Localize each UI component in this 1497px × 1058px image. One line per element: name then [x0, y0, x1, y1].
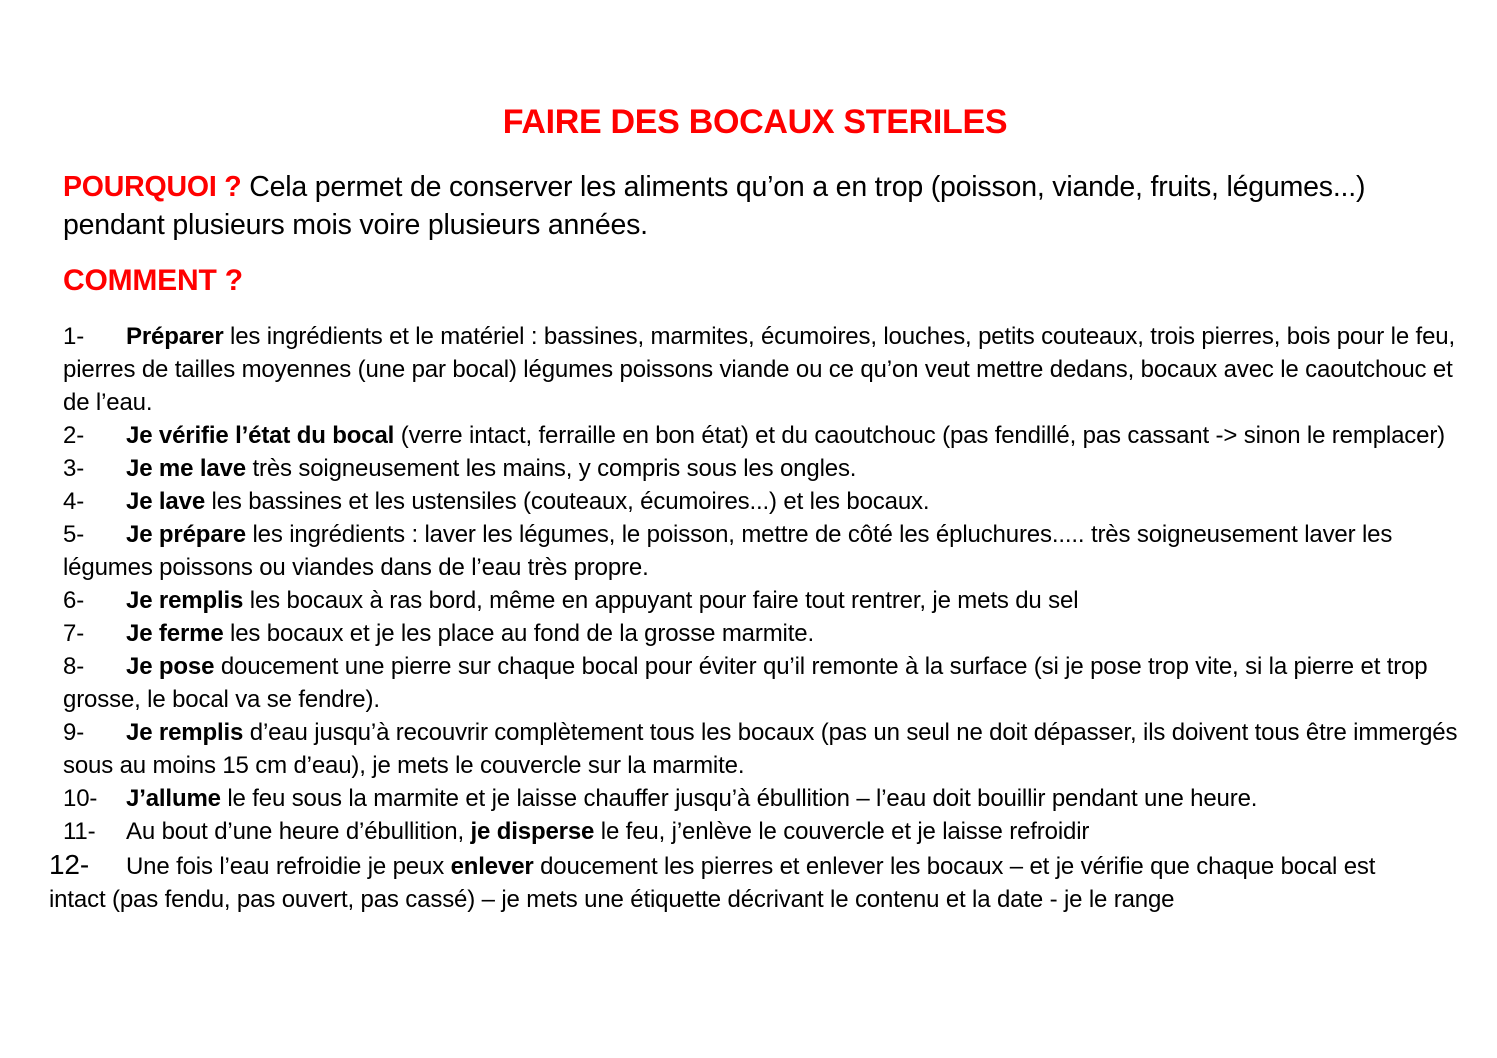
step-action: Je prépare — [126, 521, 246, 548]
step-action: Je pose — [126, 653, 215, 680]
step-action: Je remplis — [126, 587, 244, 614]
step-item — [63, 485, 1463, 518]
step-text: doucement les pierres et enlever les bocaux – et je vérifie que chaque bocal est intact (pas fendu, pas ouvert, pas cassé) – je mets une étiquette décrivant le contenu et la date - je le range — [49, 853, 1376, 913]
step-text: les bassines et les ustensiles (couteaux, écumoires...) et les bocaux. — [205, 488, 930, 515]
step-item — [63, 782, 1463, 815]
step-number: 7- — [63, 620, 85, 647]
step-text: (verre intact, ferraille en bon état) et du caoutchouc (pas fendillé, pas cassant -> sinon le remplacer) — [394, 422, 1446, 449]
step-item — [63, 419, 1463, 452]
step-action: Je ferme — [126, 620, 224, 647]
step-action: je disperse — [470, 818, 595, 845]
step-item — [63, 518, 1463, 584]
step-text: les bocaux et je les place au fond de la grosse marmite. — [223, 620, 814, 647]
step-action: enlever — [450, 853, 534, 880]
intro-text: Cela permet de conserver les aliments qu’on a en trop (poisson, viande, fruits, légumes...) pendant plusieurs mois voire plusieurs années. — [63, 171, 1366, 241]
step-number: 3- — [63, 455, 85, 482]
step-action: Je me lave — [126, 455, 246, 482]
step-action: J’allume — [126, 785, 221, 812]
step-item — [63, 815, 1463, 848]
step-number: 1- — [63, 323, 85, 350]
step-action: Je vérifie l’état du bocal — [126, 422, 395, 449]
step-number: 6- — [63, 587, 85, 614]
step-number: 8- — [63, 653, 85, 680]
step-item — [63, 716, 1463, 782]
step-action: Préparer — [126, 323, 224, 350]
step-number: 12- — [49, 849, 90, 880]
step-text: d’eau jusqu’à recouvrir complètement tous les bocaux (pas un seul ne doit dépasser, ils doivent tous être immergés sous au moins 15 cm d’eau), je mets le couvercle sur la marmite. — [63, 719, 1458, 779]
step-text: les ingrédients et le matériel : bassines, marmites, écumoires, louches, petits couteaux, trois pierres, bois pour le feu, pierres de tailles moyennes (une par bocal) légumes poissons viande ou ce qu’on veut mettre dedans, bocaux avec le caoutchouc et de l’eau. — [63, 323, 1455, 416]
step-text: les bocaux à ras bord, même en appuyant pour faire tout rentrer, je mets du sel — [243, 587, 1079, 614]
step-text: doucement une pierre sur chaque bocal pour éviter qu’il remonte à la surface (si je pose trop vite, si la pierre et trop grosse, le bocal va se fendre). — [63, 653, 1428, 713]
step-item — [63, 320, 1463, 419]
page-title: FAIRE DES BOCAUX STERILES — [502, 103, 1008, 141]
step-number: 5- — [63, 521, 85, 548]
step-text: les ingrédients : laver les légumes, le poisson, mettre de côté les épluchures..... très soigneusement laver les légumes poissons ou viandes dans de l’eau très propre. — [63, 521, 1393, 581]
steps-list — [49, 320, 1463, 916]
step-number: 11- — [63, 818, 96, 845]
step-item — [63, 452, 1463, 485]
step-action: Je lave — [126, 488, 206, 515]
step-item — [49, 848, 1419, 916]
step-text-before: Une fois l’eau refroidie je peux — [126, 853, 451, 880]
step-text: le feu sous la marmite et je laisse chauffer jusqu’à ébullition – l’eau doit bouillir pendant une heure. — [220, 785, 1258, 812]
intro-paragraph — [63, 168, 1463, 244]
step-number: 4- — [63, 488, 85, 515]
comment-heading: COMMENT ? — [63, 264, 243, 297]
step-item — [63, 650, 1463, 716]
step-text: très soigneusement les mains, y compris sous les ongles. — [245, 455, 857, 482]
step-number: 2- — [63, 422, 85, 449]
step-item — [63, 617, 1463, 650]
step-number: 9- — [63, 719, 85, 746]
step-text-before: Au bout d’une heure d’ébullition, — [126, 818, 471, 845]
pourquoi-label: POURQUOI ? — [63, 171, 242, 203]
step-item — [63, 584, 1463, 617]
step-action: Je remplis — [126, 719, 244, 746]
step-text: le feu, j’enlève le couvercle et je laisse refroidir — [594, 818, 1090, 845]
step-number: 10- — [63, 785, 98, 812]
